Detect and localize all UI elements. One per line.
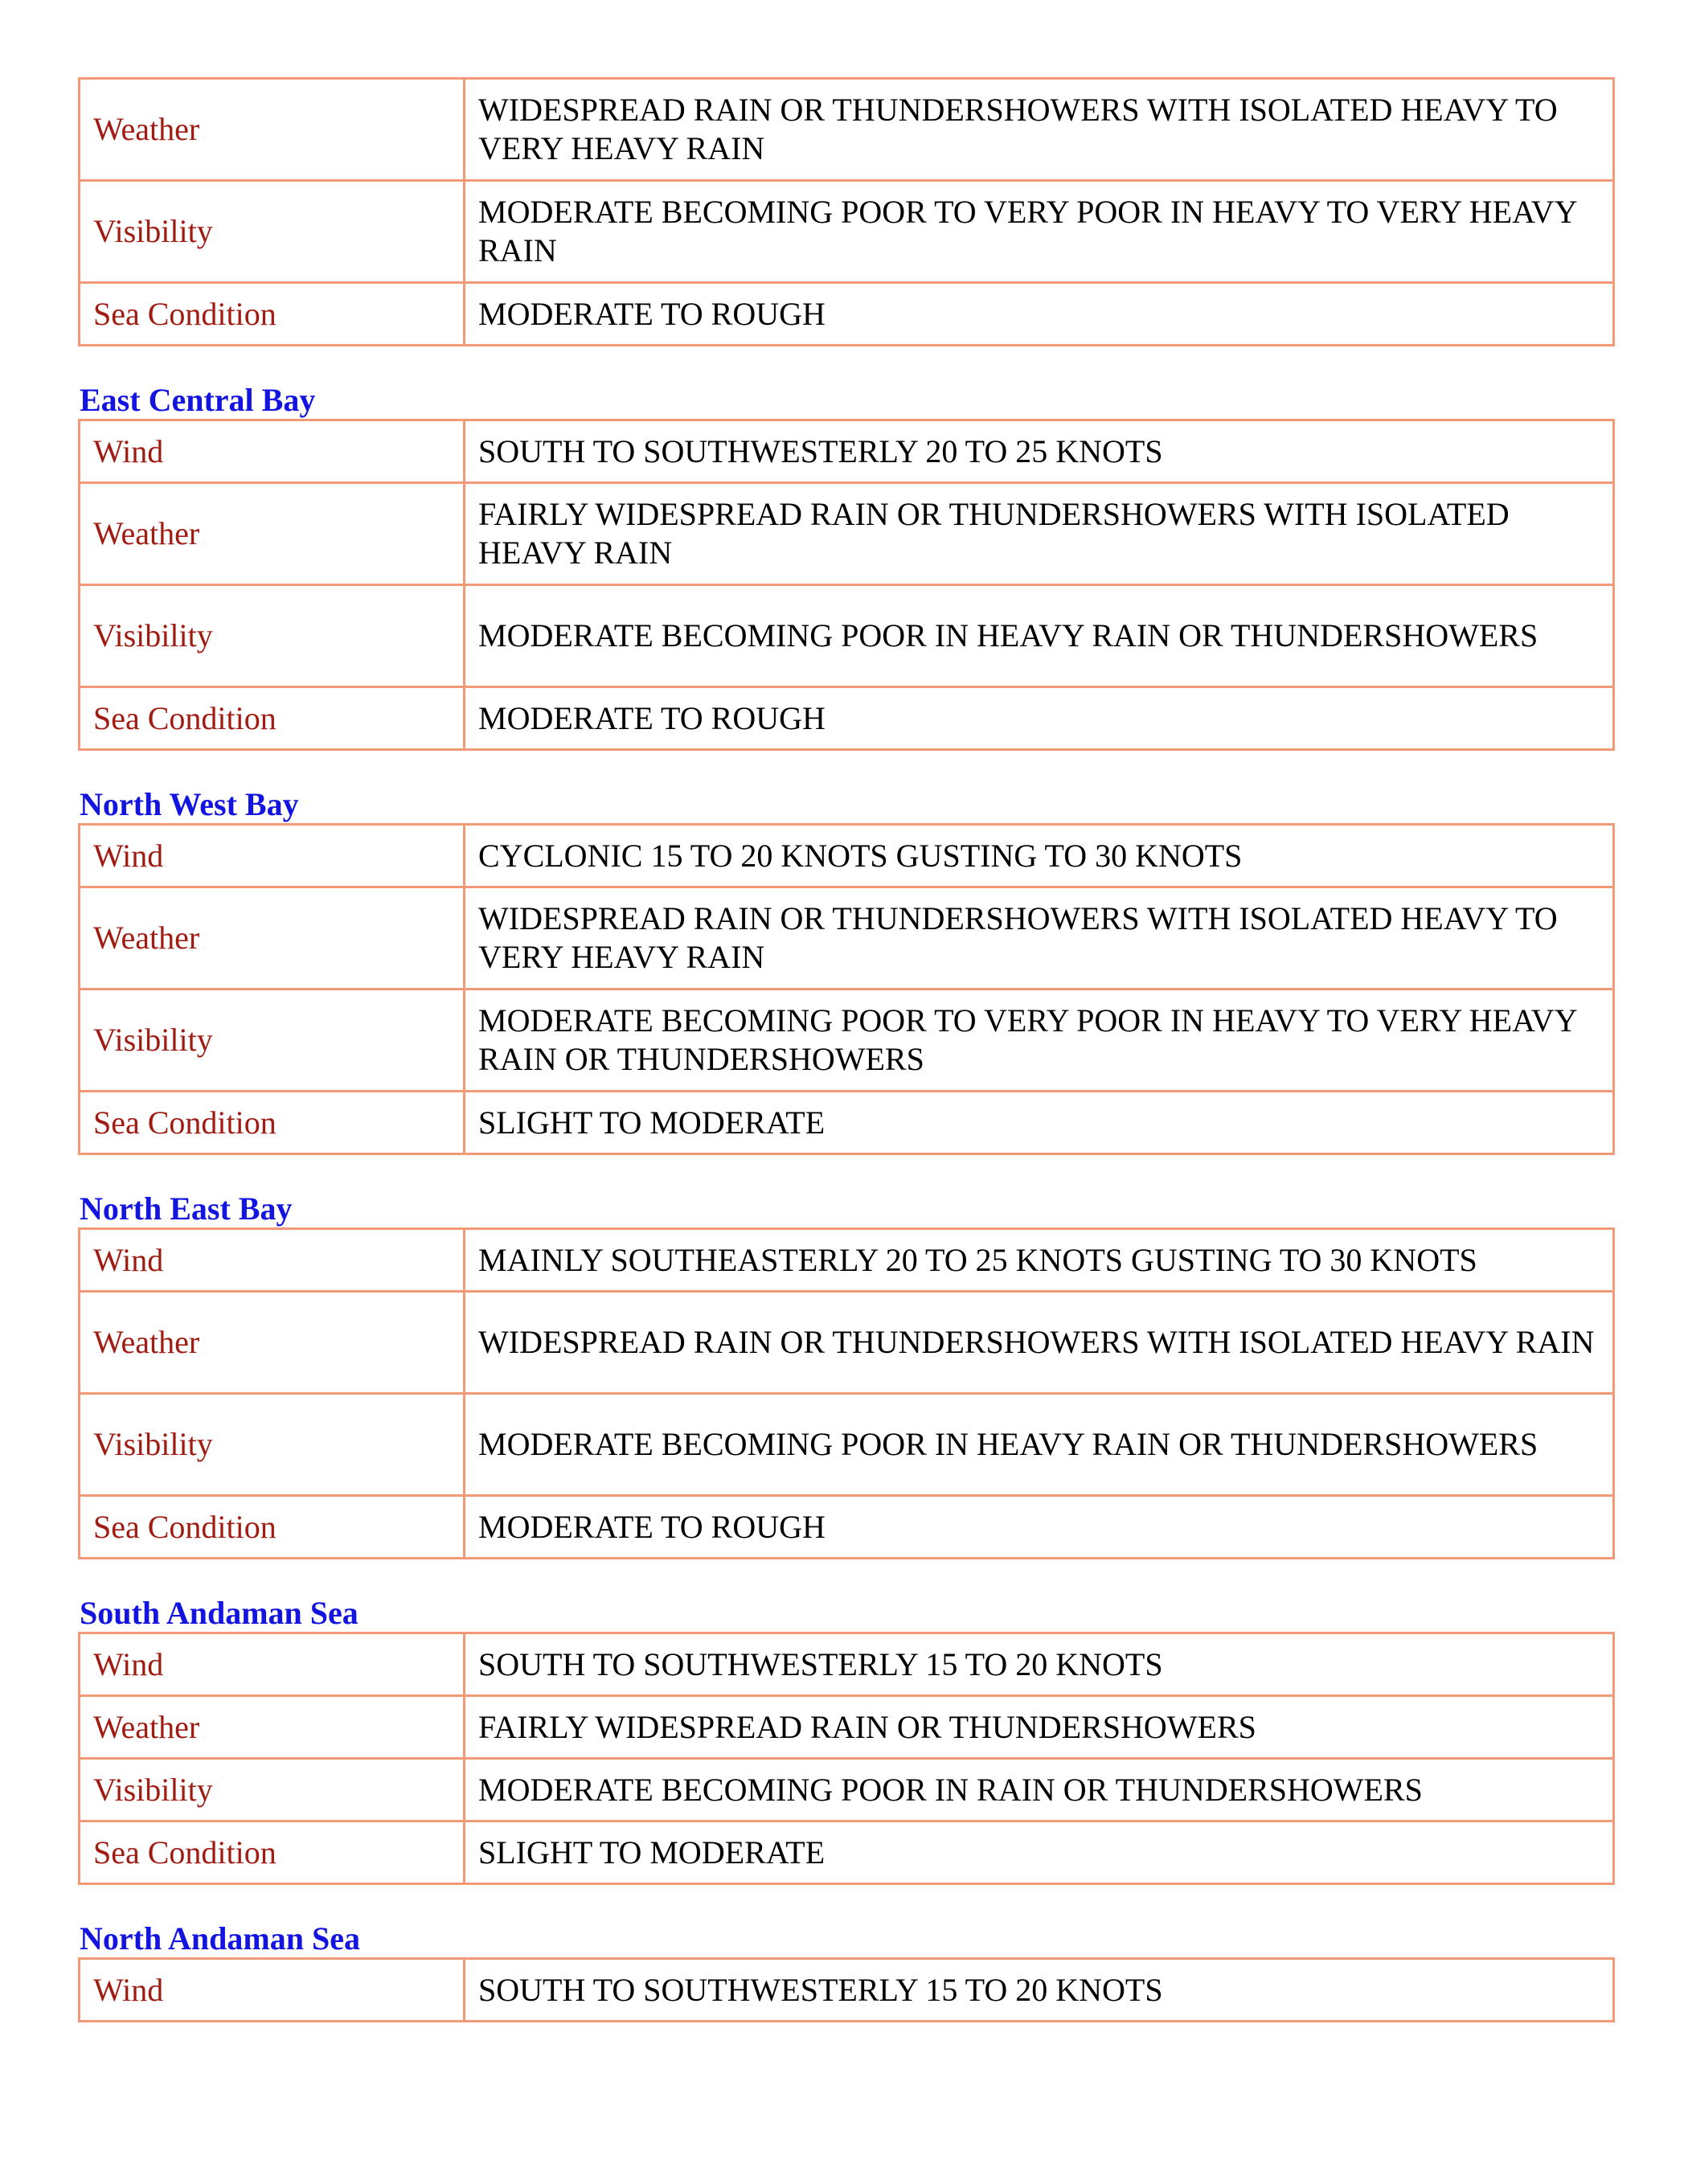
- forecast-section: [78, 77, 1615, 346]
- forecast-section: [78, 786, 1615, 1155]
- parameter-value: SOUTH TO SOUTHWESTERLY 15 TO 20 KNOTS: [465, 1633, 1614, 1696]
- parameter-label: Sea Condition: [80, 1821, 465, 1884]
- table-row: [80, 1292, 1614, 1394]
- parameter-label: Wind: [80, 1229, 465, 1292]
- table-row: [80, 181, 1614, 283]
- parameter-label: Wind: [80, 1959, 465, 2022]
- parameter-label: Visibility: [80, 1759, 465, 1821]
- parameter-label: Sea Condition: [80, 687, 465, 750]
- table-row: [80, 687, 1614, 750]
- parameter-label: Weather: [80, 1696, 465, 1759]
- parameter-value: WIDESPREAD RAIN OR THUNDERSHOWERS WITH ISOLATED HEAVY RAIN: [465, 1292, 1614, 1394]
- table-row: [80, 1092, 1614, 1154]
- forecast-section: [78, 1595, 1615, 1885]
- table-row: [80, 1759, 1614, 1821]
- forecast-section: [78, 382, 1615, 751]
- parameter-label: Visibility: [80, 990, 465, 1092]
- parameter-label: Wind: [80, 420, 465, 483]
- forecast-page: [78, 77, 1615, 2022]
- table-row: [80, 1229, 1614, 1292]
- region-title: North West Bay: [80, 786, 299, 822]
- parameter-value: WIDESPREAD RAIN OR THUNDERSHOWERS WITH ISOLATED HEAVY TO VERY HEAVY RAIN: [465, 79, 1614, 181]
- table-row: [80, 420, 1614, 483]
- parameter-label: Visibility: [80, 1394, 465, 1496]
- forecast-table: [78, 1632, 1615, 1885]
- forecast-table: [78, 77, 1615, 346]
- parameter-value: SOUTH TO SOUTHWESTERLY 20 TO 25 KNOTS: [465, 420, 1614, 483]
- parameter-label: Weather: [80, 1292, 465, 1394]
- table-row: [80, 887, 1614, 990]
- parameter-label: Weather: [80, 483, 465, 585]
- forecast-section: [78, 1190, 1615, 1559]
- parameter-value: MODERATE BECOMING POOR IN RAIN OR THUNDERSHOWERS: [465, 1759, 1614, 1821]
- parameter-value: MODERATE BECOMING POOR TO VERY POOR IN HEAVY TO VERY HEAVY RAIN: [465, 181, 1614, 283]
- parameter-value: MAINLY SOUTHEASTERLY 20 TO 25 KNOTS GUSTING TO 30 KNOTS: [465, 1229, 1614, 1292]
- forecast-table: [78, 823, 1615, 1155]
- parameter-value: SOUTH TO SOUTHWESTERLY 15 TO 20 KNOTS: [465, 1959, 1614, 2022]
- region-title: East Central Bay: [80, 382, 316, 418]
- region-title: South Andaman Sea: [80, 1595, 358, 1631]
- parameter-label: Sea Condition: [80, 1496, 465, 1559]
- parameter-label: Sea Condition: [80, 283, 465, 346]
- parameter-value: MODERATE TO ROUGH: [465, 283, 1614, 346]
- parameter-value: MODERATE TO ROUGH: [465, 1496, 1614, 1559]
- table-row: [80, 1959, 1614, 2022]
- parameter-value: MODERATE BECOMING POOR IN HEAVY RAIN OR THUNDERSHOWERS: [465, 1394, 1614, 1496]
- parameter-label: Visibility: [80, 181, 465, 283]
- table-row: [80, 79, 1614, 181]
- table-row: [80, 1821, 1614, 1884]
- forecast-section: [78, 1920, 1615, 2022]
- parameter-value: SLIGHT TO MODERATE: [465, 1821, 1614, 1884]
- parameter-value: MODERATE TO ROUGH: [465, 687, 1614, 750]
- parameter-value: FAIRLY WIDESPREAD RAIN OR THUNDERSHOWERS WITH ISOLATED HEAVY RAIN: [465, 483, 1614, 585]
- parameter-value: SLIGHT TO MODERATE: [465, 1092, 1614, 1154]
- table-row: [80, 283, 1614, 346]
- parameter-label: Visibility: [80, 585, 465, 687]
- parameter-label: Sea Condition: [80, 1092, 465, 1154]
- parameter-value: CYCLONIC 15 TO 20 KNOTS GUSTING TO 30 KNOTS: [465, 825, 1614, 887]
- forecast-table: [78, 1957, 1615, 2022]
- parameter-label: Weather: [80, 887, 465, 990]
- parameter-value: MODERATE BECOMING POOR IN HEAVY RAIN OR THUNDERSHOWERS: [465, 585, 1614, 687]
- table-row: [80, 483, 1614, 585]
- parameter-value: FAIRLY WIDESPREAD RAIN OR THUNDERSHOWERS: [465, 1696, 1614, 1759]
- table-row: [80, 1696, 1614, 1759]
- table-row: [80, 1394, 1614, 1496]
- forecast-table: [78, 1227, 1615, 1559]
- region-title: North East Bay: [80, 1190, 293, 1227]
- region-title: North Andaman Sea: [80, 1920, 360, 1957]
- table-row: [80, 990, 1614, 1092]
- parameter-value: MODERATE BECOMING POOR TO VERY POOR IN HEAVY TO VERY HEAVY RAIN OR THUNDERSHOWERS: [465, 990, 1614, 1092]
- parameter-label: Wind: [80, 1633, 465, 1696]
- table-row: [80, 585, 1614, 687]
- parameter-label: Weather: [80, 79, 465, 181]
- table-row: [80, 1496, 1614, 1559]
- forecast-table: [78, 419, 1615, 751]
- table-row: [80, 825, 1614, 887]
- parameter-label: Wind: [80, 825, 465, 887]
- table-row: [80, 1633, 1614, 1696]
- parameter-value: WIDESPREAD RAIN OR THUNDERSHOWERS WITH ISOLATED HEAVY TO VERY HEAVY RAIN: [465, 887, 1614, 990]
